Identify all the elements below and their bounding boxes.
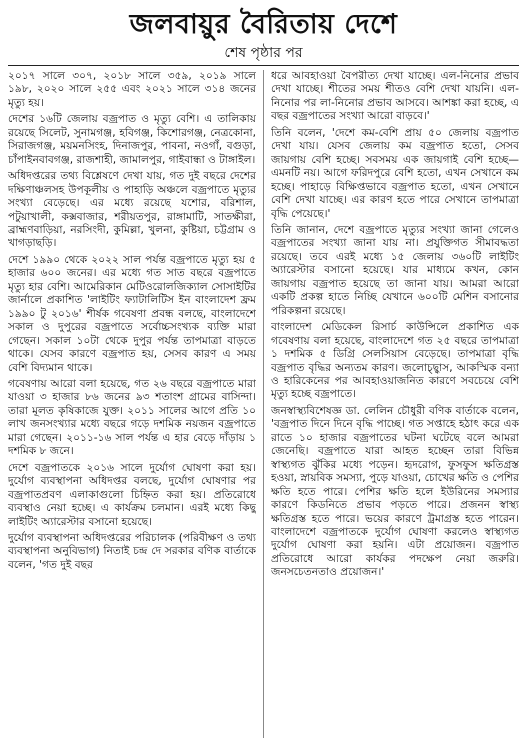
article-column-left bbox=[8, 70, 256, 738]
paragraph: ২০১৭ সালে ৩০৭, ২০১৮ সালে ৩৫৯, ২০১৯ সালে ১৯৮, ২০২০ সালে ২৫৫ এবং ২০২১ সালে ৩১৪ জনের মৃত্যু হয়। bbox=[8, 70, 256, 109]
column-divider bbox=[263, 70, 264, 738]
continued-from-last-page: শেষ পৃষ্ঠার পর bbox=[224, 45, 303, 61]
article-column-right bbox=[271, 70, 519, 738]
paragraph: জনস্বাস্থ্যবিশেষজ্ঞ ডা. লেলিন চৌধুরী বণিক বার্তাকে বলেন, 'বজ্রপাত দিনে দিনে বৃদ্ধি পাচ্ছে। গত সপ্তাহে হঠাৎ করে এক রাতে ১০ হাজার বজ্রপাতের ঘটনা ঘটেছে বলে আমরা জেনেছি। বজ্রপাতে যারা আহত হচ্ছেন তারা বিভিন্ন স্বাস্থ্যগত ঝুঁকির মধ্যে পড়েন। হৃদরোগ, ফুসফুস ক্ষতিগ্রস্ত হওয়া, স্নায়বিক সমস্যা, পুড়ে যাওয়া, চোখের ক্ষতি ও পেশির ক্ষতি হতে পারে। পেশির ক্ষতি হলে ইউরিনের সমস্যার কারণে কিডনিতে প্রভাব পড়তে পারে। প্রজনন স্বাস্থ্য ক্ষতিগ্রস্ত হতে পারে। ভয়ের কারণে ট্রমাগ্রস্ত হতে পারেন। বাংলাদেশে বজ্রপাতকে দুর্যোগ ঘোষণা করলেও স্বাস্থ্যগত দুর্যোগ ঘোষণা করা হয়নি। এটা প্রয়োজন। বজ্রপাত প্রতিরোধে আরো কার্যকর পদক্ষেপ নেয়া জরুরি। জনসচেতনতাও প্রয়োজন।' bbox=[271, 404, 519, 579]
paragraph: তিনি জানান, দেশে বজ্রপাতে মৃত্যুর সংখ্যা জানা গেলেও বজ্রপাতের সংখ্যা জানা যায় না। প্রযুক্তিগত সীমাবদ্ধতা রয়েছে। তবে এরই মধ্যে ১৫ জেলায় ৩৬০টি লাইটিং অ্যারেস্টার বসানো হয়েছে। যার মাধ্যমে কখন, কোন জায়গায় বজ্রপাত হয়েছে তা জানা যায়। আমরা আরো একটি প্রকল্প হাতে নিচ্ছি যেখানে ৬০০টি মেশিন বসানোর পরিকল্পনা রয়েছে। bbox=[271, 223, 519, 317]
paragraph: ধরে আবহাওয়া বৈপরীত্য দেখা যাচ্ছে। এল-নিনোর প্রভাব দেখা যাচ্ছে। শীতের সময় শীতও বেশি দেখা যায়নি। এল-নিনোর পর লা-নিনোর প্রভাব আসবে। আশঙ্কা করা হচ্ছে, এ বছর বজ্রপাতের সংখ্যা আরো বাড়বে।' bbox=[271, 70, 519, 123]
paragraph: দুর্যোগ ব্যবস্থাপনা অধিদপ্তরের পরিচালক (পরিবীক্ষণ ও তথ্য ব্যবস্থাপনা অনুবিভাগ) নিতাই চন্দ্র দে সরকার বণিক বার্তাকে বলেন, 'গত দুই বছর bbox=[8, 531, 256, 571]
paragraph: তিনি বলেন, 'দেশে কম-বেশি প্রায় ৫০ জেলায় বজ্রপাত দেখা যায়। যেসব জেলায় কম বজ্রপাত হতো, সেসব জায়গায় বেশি হচ্ছে। সবসময় এক জায়গাই বেশি হচ্ছে—এমনটি নয়। আগে ফরিদপুরে বেশি হতো, এখন সেখানে কম হচ্ছে। পাহাড়ে বিক্ষিপ্তভাবে বজ্রপাত হতো, এখন সেখানে বেশি দেখা যাচ্ছে। এর কারণ হতে পারে সেখানে তাপমাত্রা বৃদ্ধি পেয়েছে।' bbox=[271, 126, 519, 220]
headline: জলবায়ুর বৈরিতায় দেশে bbox=[129, 9, 398, 40]
paragraph: দেশে ১৯৯০ থেকে ২০২২ সাল পর্যন্ত বজ্রপাতে মৃত্যু হয় ৫ হাজার ৬০০ জনের। এর মধ্যে গত সাত বছরে বজ্রপাতে মৃত্যু হার বেশি। আমেরিকান মেটিওরোলজিক্যাল সোসাইটির জার্নালে প্রকাশিত 'লাইটিং ফ্যাটালিটিস ইন বাংলাদেশ ফ্রম ১৯৯০ টু ২০১৬' শীর্ষক গবেষণা প্রবন্ধ বলছে, বাংলাদেশে সকাল ও দুপুরের বজ্রপাতে সর্বোচ্চসংখ্যক ব্যক্তি মারা গেছেন। সকাল ১০টা থেকে দুপুর পর্যন্ত তাপমাত্রা বাড়তে থাকে। যেসব কারণে বজ্রপাত হয়, সেসব কারণ এ সময় বেশি বিদ্যমান থাকে। bbox=[8, 253, 256, 374]
paragraph: দেশের ১৬টি জেলায় বজ্রপাত ও মৃত্যু বেশি। এ তালিকায় রয়েছে সিলেট, সুনামগঞ্জ, হবিগঞ্জ, কিশোরগঞ্জ, নেত্রকোনা, সিরাজগঞ্জ, ময়মনসিংহ, দিনাজপুর, পাবনা, নওগাঁ, বগুড়া, চাঁপাইনবাবগঞ্জ, রাজশাহী, জামালপুর, গাইবান্ধা ও টাঙ্গাইল। bbox=[8, 113, 256, 166]
paragraph: বাংলাদেশ মেডিকেল রিসার্চ কাউন্সিলে প্রকাশিত এক গবেষণায় বলা হয়েছে, বাংলাদেশে গত ২৫ বছরে তাপমাত্রা ১ দশমিক ৫ ডিগ্রি সেলসিয়াস বেড়েছে। তাপমাত্রা বৃদ্ধি বজ্রপাত বৃদ্ধির অন্যতম কারণ। জলোচ্ছ্বাস, আকস্মিক বন্যা ও হারিকেনের পর আবহাওয়াজনিত কারণে সবচেয়ে বেশি মৃত্যু হচ্ছে বজ্রপাতে। bbox=[271, 321, 519, 401]
headline-divider bbox=[8, 65, 519, 66]
paragraph: গবেষণায় আরো বলা হয়েছে, গত ২৬ বছরে বজ্রপাতে মারা যাওয়া ৩ হাজার ৮৬ জনের ৯৩ শতাংশ গ্রামের বাসিন্দা। তারা মূলত কৃষিকাজে যুক্ত। ২০১১ সালের আগে প্রতি ১০ লাখ জনসংখ্যার মধ্যে বছরে গড়ে দশমিক নয়জন বজ্রপাতে মারা গেছেন। ২০১১-১৬ সাল পর্যন্ত এ হার বেড়ে দাঁড়ায় ১ দশমিক ৮ জনে। bbox=[8, 377, 256, 458]
paragraph: দেশে বজ্রপাতকে ২০১৬ সালে দুর্যোগ ঘোষণা করা হয়। দুর্যোগ ব্যবস্থাপনা অধিদপ্তর বলছে, দুর্যোগ ঘোষণার পর বজ্রপাতপ্রবণ এলাকাগুলো চিহ্নিত করা হয়। প্রতিরোধে ব্যবস্থাও নেয়া হচ্ছে। এ কার্যক্রম চলমান। এরই মধ্যে কিছু লাইটিং অ্যারেস্টার বসানো হয়েছে। bbox=[8, 461, 256, 528]
paragraph: অধিদপ্তরের তথ্য বিশ্লেষণে দেখা যায়, গত দুই বছরে দেশের দক্ষিণাঞ্চলসহ উপকূলীয় ও পাহাড়ি অঞ্চলে বজ্রপাতে মৃত্যুর সংখ্যা বেড়েছে। এর মধ্যে রয়েছে যশোর, বরিশাল, পটুয়াখালী, কক্সবাজার, শরীয়তপুর, রাঙ্গামাটি, সাতক্ষীরা, ব্রাহ্মণবাড়িয়া, নরসিংদী, কুমিল্লা, খুলনা, কুষ্টিয়া, চট্টগ্রাম ও খাগড়াছড়ি। bbox=[8, 170, 256, 250]
